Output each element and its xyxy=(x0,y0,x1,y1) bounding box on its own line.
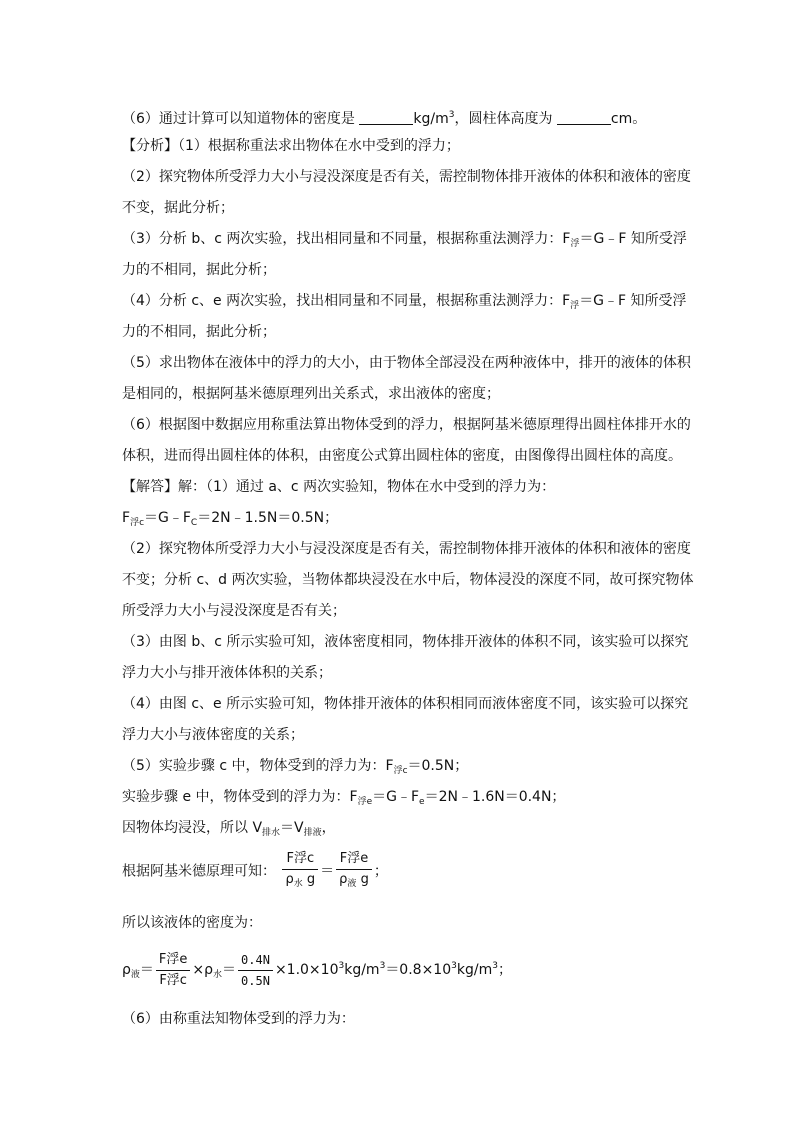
solution-line-15: （6）由称重法知物体受到的浮力为： xyxy=(122,1011,355,1027)
solution-line-12: 因物体均浸没，所以 $V_{排水}=V_{排液}$， xyxy=(122,820,336,838)
question-6-line xyxy=(122,106,646,128)
solution-line-7: 浮力大小与排开液体体积的关系； xyxy=(122,665,332,681)
solution-line-5: 所受浮力大小与浸没深度是否有关； xyxy=(122,603,346,619)
analysis-line-9: 是相同的，根据阿基米德原理列出关系式，求出液体的密度； xyxy=(122,386,500,402)
analysis-line-10: （6）根据图中数据应用称重法算出物体受到的浮力，根据阿基米德原理得出圆柱体排开水的 xyxy=(122,417,691,433)
solution-line-6: （3）由图 b、c 所示实验可知，液体密度相同，物体排开液体的体积不同，该实验可以探究 xyxy=(122,634,689,650)
analysis-line-11: 体积，进而得出圆柱体的体积，由密度公式算出圆柱体的密度，由图像得出圆柱体的高度。 xyxy=(122,448,682,464)
density-unit: kg/m xyxy=(413,111,449,127)
solution-line-11: 实验步骤 e 中，物体受到的浮力为：$F_{浮e}=G﹣F_e=2N﹣1.6N=0.4N$； xyxy=(122,789,566,807)
fraction-0-4n-over-0-5n: $\frac{0.4N}{0.5N}$ xyxy=(238,951,273,990)
analysis-line-5: 力的不相同，据此分析； xyxy=(122,262,276,278)
solution-line-1: 【解答】解：（1）通过 a、c 两次实验知，物体在水中受到的浮力为： xyxy=(122,479,556,495)
solution-line-9: 浮力大小与液体密度的关系； xyxy=(122,727,304,743)
question-6-mid: ，圆柱体高度为 xyxy=(454,111,557,127)
archimedes-equation: 根据阿基米德原理可知： $\frac{\text{F浮c}}{\rho_水 g}$ ＝ $\frac{\text{F浮e}}{\rho_液 g}$ ； xyxy=(122,850,388,893)
question-6-text: （6）通过计算可以知道物体的密度是 xyxy=(122,111,360,127)
height-unit: cm。 xyxy=(610,111,647,127)
fraction-f-e-over-rho-liquid-g: $\frac{\text{F浮e}}{\rho_液 g}$ xyxy=(336,850,372,893)
solution-line-10: （5）实验步骤 c 中，物体受到的浮力为：$F_{浮c}=0.5N$； xyxy=(122,758,469,776)
density-blank xyxy=(359,110,413,125)
analysis-line-7: 力的不相同，据此分析； xyxy=(122,324,276,340)
density-equation: $\rho_液=$ $\frac{\text{F浮e}}{\text{F浮c}}$ $\times\rho_水=$ $\frac{0.4N}{0.5N}$ $\times 1.0\times 10^3kg/m^3=0.8\times 10^3kg/m^3$； xyxy=(122,951,512,988)
analysis-line-6: （4）分析 c、e 两次实验，找出相同量和不同量，根据称重法测浮力：$F_浮=G﹣F$ 知所受浮 xyxy=(122,293,687,311)
fraction-f-e-over-f-c: $\frac{\text{F浮e}}{\text{F浮c}}$ xyxy=(156,951,190,990)
analysis-line-8: （5）求出物体在液体中的浮力的大小，由于物体全部浸没在两种液体中，排开的液体的体积 xyxy=(122,355,691,371)
height-blank xyxy=(557,110,611,125)
analysis-line-4: （3）分析 b、c 两次实验，找出相同量和不同量，根据称重法测浮力：$F_浮=G﹣F$ 知所受浮 xyxy=(122,231,687,249)
density-unit-exponent: 3 xyxy=(448,110,455,120)
solution-line-4: 不变；分析 c、d 两次实验，当物体都块浸没在水中后，物体浸没的深度不同，故可探究物体 xyxy=(122,572,694,588)
solution-line-2: $F_{浮c}=G﹣F_C=2N﹣1.5N=0.5N$； xyxy=(122,510,339,528)
analysis-line-1: 【分析】（1）根据称重法求出物体在水中受到的浮力； xyxy=(122,138,460,154)
analysis-line-3: 不变，据此分析； xyxy=(122,200,234,216)
solution-line-14: 所以该液体的密度为： xyxy=(122,915,262,931)
solution-line-3: （2）探究物体所受浮力大小与浸没深度是否有关，需控制物体排开液体的体积和液体的密度 xyxy=(122,541,691,557)
solution-line-8: （4）由图 c、e 所示实验可知，物体排开液体的体积相同而液体密度不同，该实验可以探究 xyxy=(122,696,689,712)
analysis-line-2: （2）探究物体所受浮力大小与浸没深度是否有关，需控制物体排开液体的体积和液体的密度 xyxy=(122,169,691,185)
fraction-f-c-over-rho-water-g: $\frac{\text{F浮c}}{\rho_水 g}$ xyxy=(282,850,318,893)
